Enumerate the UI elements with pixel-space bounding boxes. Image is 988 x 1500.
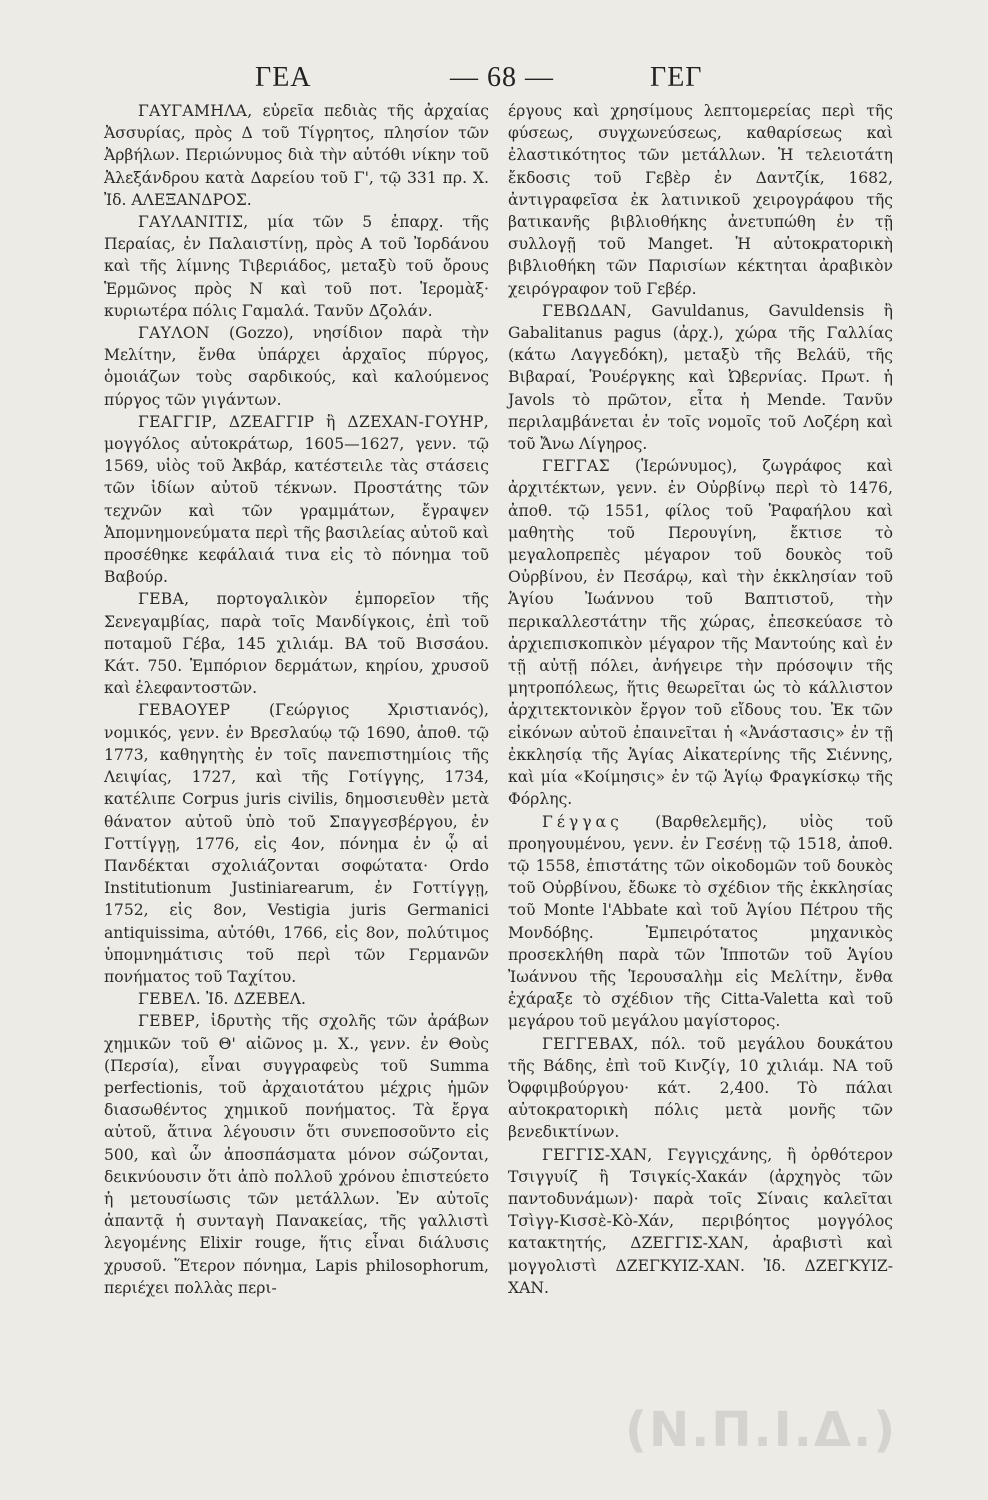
entry: ΓΑΥΓΑΜΗΛΑ, εὐρεῖα πεδιὰς τῆς ἀρχαίας Ἀσσυρίας, πρὸς Δ τοῦ Τίγρητος, πλησίον τῶν Ἀρβήλων. Περιώνυμος διὰ τὴν αὐτόθι νίκην τοῦ Ἀλεξάνδρου κατὰ Δαρείου τοῦ Γ', τῷ 331 πρ. Χ. Ἰδ. ΑΛΕΞΑΝΔΡΟΣ. xyxy=(104,102,489,209)
entry: ΓΕΒΩΔΑΝ, Gavuldanus, Gavuldensis ἢ Gabalitanus pagus (ἀρχ.), χώρα τῆς Γαλλίας (κάτω Λαγγεδόκη), μεταξὺ τῆς Βελάϋ, τῆς Βιβαραί, Ῥουέργκης καὶ Ὠβερνίας. Πρωτ. ἡ Javols τὸ πρῶτον, εἶτα ἡ Mende. Τανῦν περιλαμβάνεται ἐν τοῖς νομοῖς τοῦ Λοζέρη καὶ τοῦ Ἄνω Λίγηρος. xyxy=(508,301,893,454)
library-watermark: (Ν.Π.Ι.Δ.) xyxy=(625,1402,898,1458)
entry: Γέγγας (Βαρθελεμῆς), υἱὸς τοῦ προηγουμένου, γενν. ἐν Γεσένῃ τῷ 1518, ἀποθ. τῷ 1558, ἐπιστάτης τῶν οἰκοδομῶν τοῦ δουκὸς τοῦ Οὐρβίνου, ἔδωκε τὸ σχέδιον τῆς ἐκκλησίας τοῦ Monte l'Abbate καὶ τοῦ Ἁγίου Πέτρου τῆς Μονδόβης. Ἐμπειρότατος μηχανικὸς προσεκλήθη παρὰ τῶν Ἱπποτῶν τοῦ Ἁγίου Ἰωάννου τῆς Ἱερουσαλὴμ εἰς Μελίτην, ἔνθα ἐχάραξε τὸ σχέδιον τῆς Citta-Valetta καὶ τοῦ μεγάρου τοῦ μεγάλου μαγίστορος. xyxy=(508,812,893,1031)
left-column xyxy=(104,100,489,1299)
entry: ΓΕΑΓΓΙΡ, ΔΖΕΑΓΓΙΡ ἢ ΔΖΕΧΑΝ-ΓΟΥΗΡ, μογγόλος αὐτοκράτωρ, 1605—1627, γενν. τῷ 1569, υἱὸς τοῦ Ἀκβάρ, κατέστειλε τὰς στάσεις τῶν ἰδίων αὐτοῦ τέκνων. Προστάτης τῶν τεχνῶν καὶ τῶν γραμμάτων, ἔγραψεν Ἀπομνημονεύματα περὶ τῆς βασιλείας αὐτοῦ καὶ προσέθηκε κεφάλαιά τινα εἰς τὸ πόνημα τοῦ Βαβούρ. xyxy=(104,412,489,587)
entry: ΓΕΒΕΛ. Ἰδ. ΔΖΕΒΕΛ. xyxy=(138,990,307,1009)
entry: ΓΑΥΛΑΝΙΤΙΣ, μία τῶν 5 ἐπαρχ. τῆς Περαίας, ἐν Παλαιστίνῃ, πρὸς Α τοῦ Ἰορδάνου καὶ τῆς λίμνης Τιβεριάδος, μεταξὺ τοῦ ὄρους Ἑρμῶνος πρὸς Ν καὶ τοῦ ποτ. Ἱερομὰξ· κυριωτέρα πόλις Γαμαλά. Τανῦν Δζολάν. xyxy=(104,213,489,320)
entry: ΓΕΒΑΟΥΕΡ (Γεώργιος Χριστιανός), νομικός, γενν. ἐν Βρεσλαύῳ τῷ 1690, ἀποθ. τῷ 1773, καθηγητὴς ἐν τοῖς πανεπιστημίοις τῆς Λειψίας, 1727, καὶ τῆς Γοτίγγης, 1734, κατέλιπε Corpus juris civilis, δημοσιευθὲν μετὰ θάνατον αὐτοῦ ὑπὸ τοῦ Σπαγγεσβέργου, ἐν Γοττίγγῃ, 1776, εἰς 4ον, πόνημα ἐν ᾧ αἱ Πανδέκται σχολιάζονται σοφώτατα· Ordo Institutionum Justiniarearum, ἐν Γοττίγγῃ, 1752, εἰς 8ον, Vestigia juris Germanici antiquissima, αὐτόθι, 1766, εἰς 8ον, πολύτιμος ὑπομνημάτισις τοῦ περὶ τῶν Γερμανῶν πονήματος τοῦ Ταχίτου. xyxy=(104,701,489,986)
entry: ΓΑΥΛΟΝ (Gozzo), νησίδιον παρὰ τὴν Μελίτην, ἔνθα ὑπάρχει ἀρχαῖος πύργος, ὁμοιάζων τοὺς σαρδικούς, καὶ καλούμενος πύργος τῶν γιγάντων. xyxy=(104,324,489,409)
page-header xyxy=(100,62,890,102)
entry: ΓΕΒΑ, πορτογαλικὸν ἐμπορεῖον τῆς Σενεγαμβίας, παρὰ τοῖς Μανδίγκοις, ἐπὶ τοῦ ποταμοῦ Γέβα, 145 χιλιάμ. ΒΑ τοῦ Βισσάου. Κάτ. 750. Ἐμπόριον δερμάτων, κηρίου, χρυσοῦ καὶ ἐλεφαντοστῶν. xyxy=(104,590,489,698)
right-column xyxy=(508,100,893,1299)
entry: ΓΕΓΓΙΣ-ΧΑΝ, Γεγγιςχάνης, ἢ ὀρθότερον Τσιγγυίζ ἢ Τσιγκίς-Χακάν (ἀρχηγὸς τῶν παντοδυνάμων)· παρὰ τοῖς Σίναις καλεῖται Τσὶγγ-Κισσὲ-Κὸ-Χάν, περιβόητος μογγόλος κατακτητής, ΔΖΕΓΓΙΣ-ΧΑΝ, ἀραβιστὶ καὶ μογγολιστὶ ΔΖΕΓΚΥΙΖ-ΧΑΝ. Ἰδ. ΔΖΕΓΚΥΙΖ-ΧΑΝ. xyxy=(508,1145,893,1297)
entry-continuation: έργους καὶ χρησίμους λεπτομερείας περὶ τῆς φύσεως, συγχωνεύσεως, καθαρίσεως καὶ ἐλαστικότητος τῶν μετάλλων. Ἡ τελειοτάτη ἔκδοσις τοῦ Γεβὲρ ἐν Δαντζίκ, 1682, ἀντιγραφεῖσα ἐκ λατινικοῦ χειρογράφου τῆς βατικανῆς βιβλιοθήκης ἀνετυπώθη ἐν τῇ συλλογῇ τοῦ Manget. Ἡ αὐτοκρατορικὴ βιβλιοθήκη τῶν Παρισίων κέκτηται ἀραβικὸν χειρόγραφον τοῦ Γεβέρ. xyxy=(508,102,893,298)
entry: ΓΕΒΕΡ, ἱδρυτὴς τῆς σχολῆς τῶν ἀράβων χημικῶν τοῦ Θ' αἰῶνος μ. Χ., γενν. ἐν Θοὺς (Περσία), εἶναι συγγραφεὺς τοῦ Summa perfectionis, τοῦ ἀρχαιοτάτου μέχρις ἡμῶν διασωθέντος χημικοῦ πονήματος. Τὰ ἔργα αὐτοῦ, ἅτινα λέγουσιν ὅτι συνεποσοῦντο εἰς 500, καὶ ὧν ἀποσπάσματα μόνον σώζονται, δεικνύουσιν ὅτι ἀπὸ πολλοῦ χρόνου ἐπιστεύετο ἡ μετουσίωσις τῶν μετάλλων. Ἐν αὐτοῖς ἀπαντᾷ ἡ συνταγὴ Πανακείας, τῆς γαλλιστὶ λεγομένης Elixir rouge, ἥτις εἶναι διάλυσις χρυσοῦ. Ἕτερον πόνημα, Lapis philosophorum, περιέχει πολλὰς περι- xyxy=(104,1012,489,1297)
header-left-guide-word: ΓΕΑ xyxy=(255,62,312,93)
entry: ΓΕΓΓΕΒΑΧ, πόλ. τοῦ μεγάλου δουκάτου τῆς Βάδης, ἐπὶ τοῦ Κινζίγ, 10 χιλιάμ. ΝΑ τοῦ Ὀφφιμβούργου· κάτ. 2,400. Τὸ πάλαι αὐτοκρατορικὴ πόλις μετὰ μονῆς τῶν βενεδικτίνων. xyxy=(508,1034,893,1142)
entry: ΓΕΓΓΑΣ (Ἱερώνυμος), ζωγράφος καὶ ἀρχιτέκτων, γενν. ἐν Οὐρβίνῳ περὶ τὸ 1476, ἀποθ. τῷ 1551, φίλος τοῦ Ῥαφαήλου καὶ μαθητὴς τοῦ Περουγίνη, ἔκτισε τὸ μεγαλοπρεπὲς μέγαρον τοῦ δουκὸς τοῦ Οὐρβίνου, ἐν Πεσάρῳ, καὶ τὴν ἐκκλησίαν τοῦ Ἁγίου Ἰωάννου τοῦ Βαπτιστοῦ, τὴν περικαλλεστάτην τῆς χώρας, ἐπεσκεύασε τὸ ἀρχιεπισκοπικὸν μέγαρον τῆς Μαντούης καὶ ἐν τῇ αὐτῇ πόλει, ἀνήγειρε τὴν πρόσοψιν τῆς μητροπόλεως, ἥτις θεωρεῖται ὡς τὸ κάλλιστον ἀρχιτεκτονικὸν ἔργον τοῦ εἴδους του. Ἐκ τῶν εἰκόνων αὐτοῦ ἐπαινεῖται ἡ «Ἀνάστασις» ἐν τῇ ἐκκλησίᾳ τῆς Ἁγίας Αἰκατερίνης τῆς Σιέννης, καὶ μία «Κοίμησις» ἐν τῷ Ἁγίῳ Φραγκίσκῳ τῆς Φόρλης. xyxy=(508,457,893,809)
page-number: — 68 — xyxy=(450,62,554,93)
header-right-guide-word: ΓΕΓ xyxy=(650,62,703,93)
